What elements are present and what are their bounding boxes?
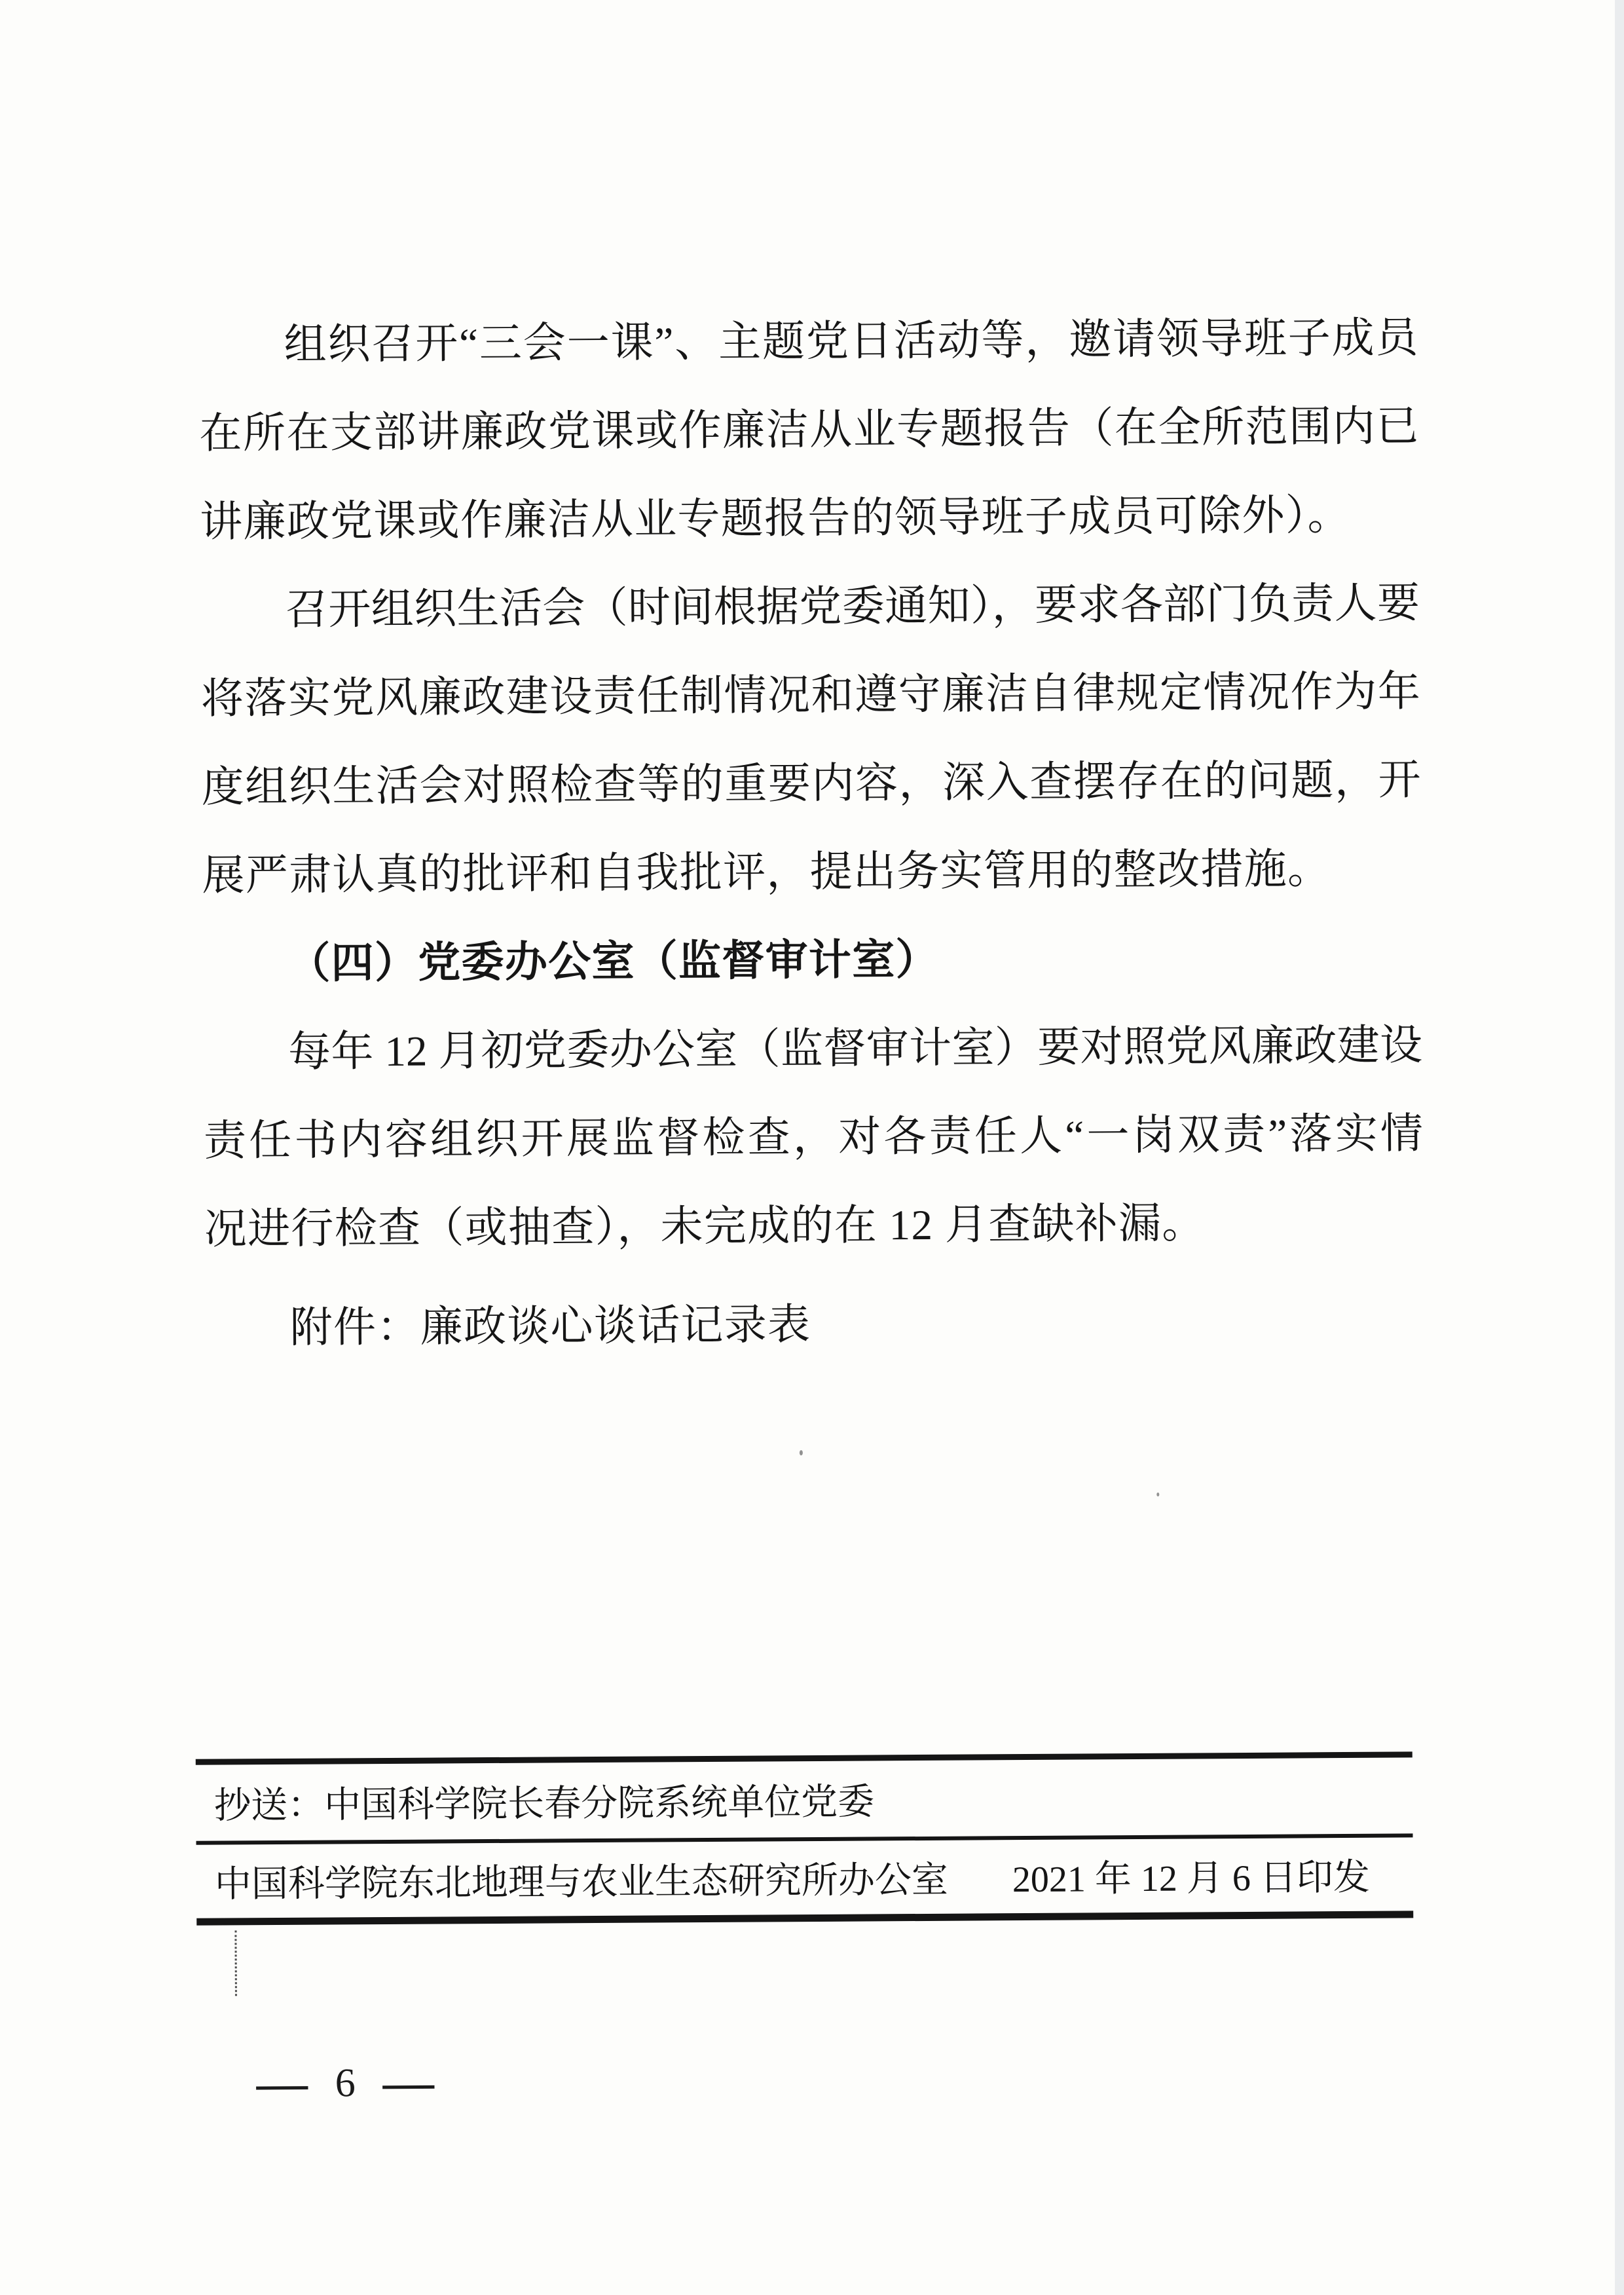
page-number-value: 6 xyxy=(335,2061,356,2106)
body-line: 展严肃认真的批评和自我批评，提出务实管用的整改措施。 xyxy=(202,846,1331,900)
body-line: 讲廉政党课或作廉洁从业专题报告的领导班子成员可除外）。 xyxy=(200,491,1352,546)
body-line: 组织召开“三会一课”、主题党日活动等，邀请领导班子成员 xyxy=(284,314,1418,369)
body-line: 度组织生活会对照检查等的重要内容，深入查摆存在的问题，开 xyxy=(201,756,1421,812)
body-line: 召开组织生活会（时间根据党委通知），要求各部门负责人要 xyxy=(285,580,1420,634)
body-line: 在所在支部讲廉政党课或作廉洁从业专题报告（在全所范围内已 xyxy=(199,403,1419,458)
section-heading: （四）党委办公室（监督审计室） xyxy=(287,936,940,988)
issuing-office: 中国科学院东北地理与农业生态研究所办公室 xyxy=(214,1859,949,1905)
scan-edge-strip xyxy=(1615,0,1624,2295)
cc-line: 抄送：中国科学院长春分院系统单位党委 xyxy=(214,1782,875,1827)
body-line: 每年 12 月初党委办公室（监督审计室）要对照党风廉政建设 xyxy=(287,1022,1423,1076)
body-line: 责任书内容组织开展监督检查，对各责任人“一岗双责”落实情 xyxy=(203,1110,1424,1165)
page-number-dash-right: — xyxy=(382,2055,435,2110)
issue-date: 2021 年 12 月 6 日印发 xyxy=(1012,1857,1371,1901)
page-number xyxy=(256,2055,435,2110)
attachment-line: 附件：廉政谈心谈话记录表 xyxy=(289,1301,811,1352)
scan-speck xyxy=(1156,1493,1159,1497)
body-line: 况进行检查（或抽查），未完成的在 12 月查缺补漏。 xyxy=(204,1200,1206,1254)
body-line: 将落实党风廉政建设责任制情况和遵守廉洁自律规定情况作为年 xyxy=(200,668,1421,723)
footer-block xyxy=(196,1751,1414,1925)
scan-artifact-dotted-line xyxy=(234,1930,237,1996)
scan-speck xyxy=(800,1450,803,1455)
document-body xyxy=(198,294,1424,1373)
page-number-dash-left: — xyxy=(256,2056,308,2110)
